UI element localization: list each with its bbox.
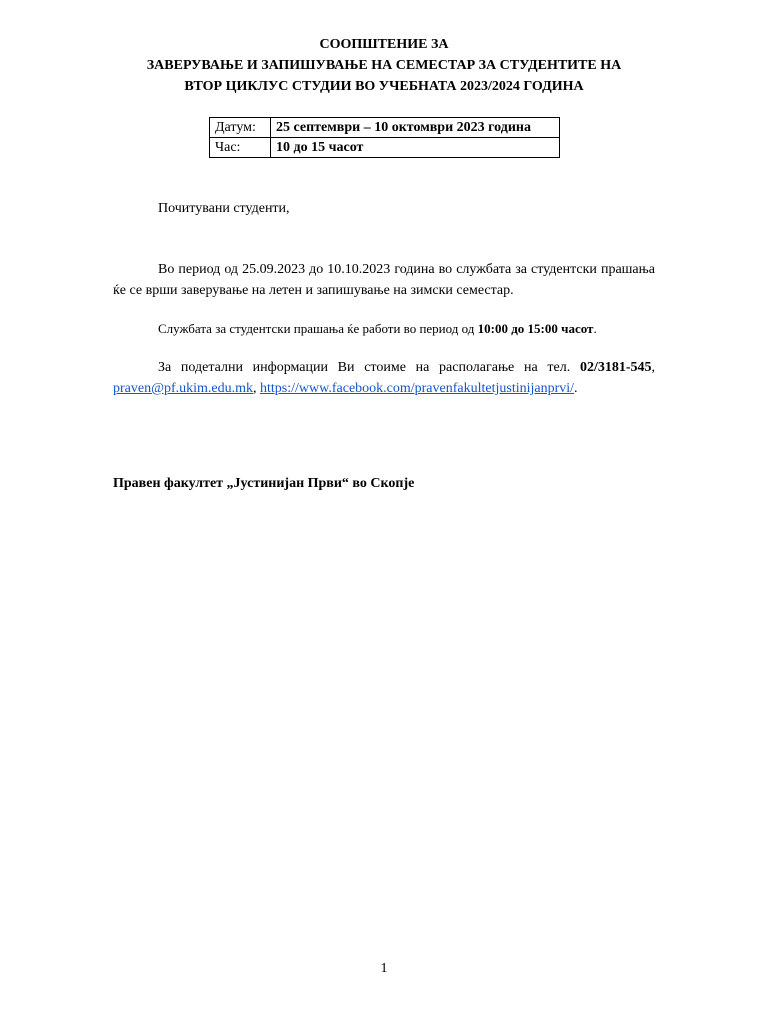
phone-number: 02/3181-545 <box>579 360 652 375</box>
email-link[interactable]: praven@pf.ukim.edu.mk <box>113 381 254 396</box>
office-hours-paragraph <box>113 318 655 339</box>
contact-period: . <box>574 381 578 396</box>
announcement-title-line-2: ЗАВЕРУВАЊЕ И ЗАПИШУВАЊЕ НА СЕМЕСТАР ЗА СТУДЕНТИТЕ НА <box>146 58 622 73</box>
date-value: 25 септември – 10 октомври 2023 година <box>271 118 560 138</box>
contact-intro: За подетални информации Ви стоиме на располагање на тел. <box>158 360 580 375</box>
time-label: Час: <box>210 138 271 158</box>
date-time-table <box>209 117 560 158</box>
contact-comma-2: , <box>253 381 257 396</box>
period-paragraph: Во период од 25.09.2023 до 10.10.2023 година во службата за студентски прашања ќе се врши заверување на летен и запишување на зимски семестар. <box>113 262 655 298</box>
time-value: 10 до 15 часот <box>271 138 560 158</box>
facebook-link[interactable]: https://www.facebook.com/pravenfakultetjustinijanprvi/ <box>260 381 575 396</box>
office-hours-intro: Службата за студентски прашања ќе работи во период од <box>158 321 478 336</box>
greeting: Почитувани студенти, <box>158 201 290 216</box>
table-row-time <box>210 138 560 158</box>
announcement-title-line-3: ВТОР ЦИКЛУС СТУДИИ ВО УЧЕБНАТА 2023/2024 ГОДИНА <box>184 79 584 94</box>
office-hours-end: . <box>593 321 597 336</box>
contact-paragraph <box>113 357 655 399</box>
office-hours-value: 10:00 до 15:00 часот <box>477 321 594 336</box>
page-number: 1 <box>380 961 388 976</box>
signature: Правен факултет „Јустинијан Први“ во Скопје <box>113 476 415 491</box>
contact-comma-1: , <box>651 360 655 375</box>
date-label: Датум: <box>210 118 271 138</box>
table-row-date <box>210 118 560 138</box>
announcement-title-line-1: СООПШТЕНИЕ ЗА <box>319 37 449 52</box>
